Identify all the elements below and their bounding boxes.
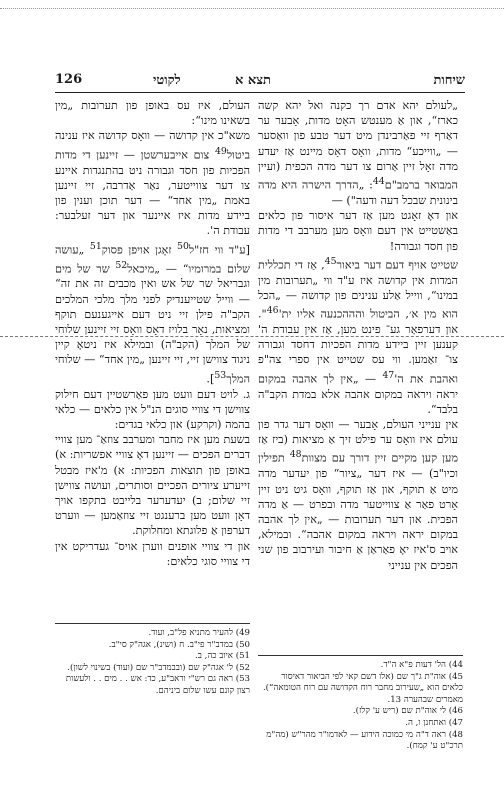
footnote-rule-right bbox=[258, 655, 463, 656]
header-talks: שיחות bbox=[433, 73, 465, 88]
scan-artifact-line bbox=[0, 336, 504, 337]
header-book-title: לקוטי bbox=[153, 73, 181, 88]
paragraph: העולם, איז עס באופן פון תערובות „מין בשאינו מינו“: bbox=[55, 99, 250, 128]
footnotes-right bbox=[258, 660, 463, 753]
footnote: 50) במדב"ר פי"ב. ח (ושינ), אגה"ק סי"ב. bbox=[108, 639, 250, 650]
header-section: תצא א bbox=[235, 73, 271, 88]
paragraph: און די צוויי אופנים ווערן אויס־ געדריקט אין די צוויי סוגי כלאים: bbox=[55, 539, 250, 568]
paragraph: [ע"ד ווי חז"ל$^{50}$ זאָגן אויפן פסוק$^{51}$ „עושה שלום במרומיו“ — „מיכאל$^{52}$ שר של מים וגבריאל שר של אש ואין מכבים זה את זה“ — ווייל שטייענדיק לפני מלך מלכי המלכים הקב"ה פילן זיי ניט דעם אייגענעם תוקף ומציאות, נאָר בלויז דאָס וואָס זיי זיינען שלוחי של המלך (הקב"ה) ובמילא איז ניטאָ קיין ניגוד צווישן זיי, זיי זיינען „מין אחד“ — שלוחי המלך$^{53}$]. bbox=[55, 240, 250, 386]
paragraph: „לעולם יהא אדם רך כקנה ואל יהא קשה כארז“, און אַ מענטש האָט מדות, אָבער ער דאַרף זיי פאַרבינדן מיט דער טבע פון וואַסער — „ווייכע“ מדות, וואָס דאָס מיינט אַז יעדע מדה זאָל זיין אַרום צו דער מדה הכפית (ועיין המבואר ברמב"ם$^{44}$: „הדרך הישרה היא מדה בינונית שבכל דעה ודעה") — bbox=[258, 99, 458, 207]
paragraph: שטייט אויף דעם דער ביאור$^{45}$, אַז די תכללית המדות אין קדושה איז ע"ד ווי „תערובות מין במינו“, ווייל אַלע ענינים פון קדושה — „הכל הוא מין א׳, הביטול והההכנעה אליו $ית'^{46}$". און דערפאַר גע־ פינט מען, אַז אין עבודת ה' קענען זיין ביידע מדות הפכיות דחסד וגבורה צו־ זאַמען. ווי עס שטייט אין ספרי צה"פ ואהבת את $ה'^{47}$ — „אין לך אהבה במקום יראה ויראה במקום אהבה אלא במדת הקב"ה בלבד“. bbox=[258, 255, 458, 416]
page-number: 126 bbox=[55, 72, 83, 87]
paragraph: אין ענייני העולם, אָבער — וואָס דער גדר פון עולם איז וואָס ער פילט זיך אַ מציאות (ביז אַז מען קען מקיים זיין דורך עם מצוות$^{48}$ תפילין וכיו"ב) — איז דער „ציור“ פון יעדער מדה מיט אַ תוקף, און אַז תוקף, וואָס גיט ניט זיין אָרט פאַר אַ צווייטער מדה ובפרט — אַ מדה הפכית. און דער תערובות — „אין לך אהבה במקום יראה ויראה במקום אהבה“. ובמילא, אויב ס'איז יאָ פאַראַן אַ חיבור ועירבוב פון שני הפכים אין ענייני bbox=[258, 418, 458, 572]
footnote: 51) איוב כה, ב. bbox=[195, 651, 250, 662]
footnote: 46) לי אוה"ת שם (ריש ע' קלז). bbox=[352, 706, 463, 717]
footnote: 53) ראה גם רש"י וראב"ע, כד: אש . . מים . . ולעשות רצון קונם עשו שלום ביניהם. bbox=[65, 674, 250, 696]
footnote: 45) אוה"ת ג"ך שם (אלו דשם קאי לפי הביאור דאיסור כלאים הוא „שעירוב מחבר רוח הקדושה עם רוח הטומאה“). מאמרים שבהערה 13. bbox=[262, 671, 463, 705]
footnote: 44) הל' דעות פ"א ה"ד. bbox=[380, 660, 463, 670]
top-dotted-line bbox=[0, 8, 504, 9]
paragraph: און דאָ זאָגט מען אַז דער איסור פון כלאים באַשטייט אין דעם וואָס מען מערבב די מדות פון חסד וגבורה! bbox=[258, 209, 458, 253]
footnote: 49) להעיר מתניא פל"ב, ועוד. bbox=[148, 628, 250, 638]
footnotes-left bbox=[55, 628, 250, 698]
footnote: 47) ואתחנן ו, ה. bbox=[405, 717, 463, 728]
paragraph: בשעת מען איז מחבר ומערבב צוזאַ־ מען צוויי דברים הפכים — זיינען דאָ צוויי אפשריות: א) באופן פון תוצאות הפכיות: א) מ'איז מבטל זייערע ציורים הפכיים וסותרים, ועושה צווישן זיי שלום; ב) יעדערער בלייבט בתקפו אויך דאָן וועט מען ברענגט זיי צוזאַמען — ווערט דערפון אַ פלוגתא ומחלוקת. bbox=[55, 433, 250, 538]
paragraph: משא"כ אין קדושה — וואָס קדושה איז ענינה ביטול$^{49}$ צום אייבערשטן — זיינען די מדות הפכיות פון חסד וגבורה ניט בהתנגדות איינע צו דער צווייטער, נאַר אַדרבה, זיי זיינען באמת „מין אחד“ — דער תוכן וענין פון ביידע מדות איז איינער און דער זעלבער: עבודת ה'. bbox=[55, 129, 250, 238]
paragraph: ג. לויט דעם וועט מען פאַרשטיין דעם חילוק צווישן די צוויי סוגים הנ"ל אין כלאים — כלאי בהמה (וקרקע) און כלאי בגדים: bbox=[55, 387, 250, 431]
footnote: 48) ראה ד"ה מי כמוכה הידוע — לאדמו"ר מהר"ש (מה"מ תרכ"ט ע' קמח). bbox=[266, 729, 463, 752]
footnote-rule-left bbox=[55, 623, 250, 624]
left-text-column bbox=[55, 98, 250, 569]
running-header bbox=[55, 68, 465, 93]
footnote: 52) ל' אגה"ק שם (ובבמדב"ר שם (ועוד) בשינוי לשון). bbox=[67, 662, 250, 673]
